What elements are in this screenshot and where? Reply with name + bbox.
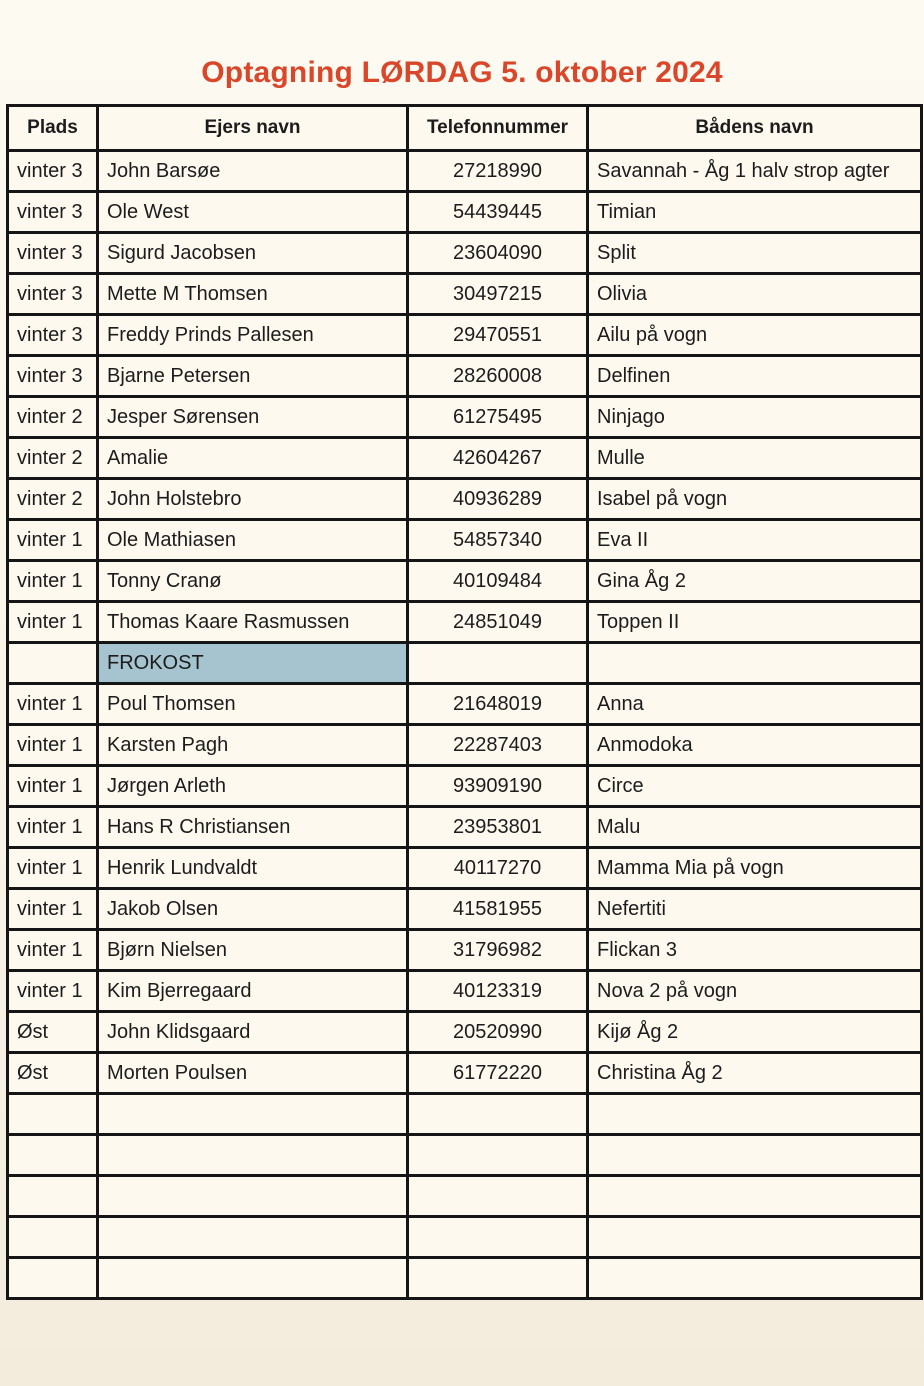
owner-name-cell: Thomas Kaare Rasmussen <box>98 602 408 643</box>
owner-name-cell: John Klidsgaard <box>98 1012 408 1053</box>
phone-cell: 93909190 <box>408 766 588 807</box>
boat-name-cell: Anmodoka <box>588 725 922 766</box>
owner-name-cell <box>98 1176 408 1217</box>
plads-cell: Øst <box>8 1012 98 1053</box>
phone-cell: 27218990 <box>408 151 588 192</box>
phone-cell: 28260008 <box>408 356 588 397</box>
phone-cell <box>408 1094 588 1135</box>
phone-cell: 31796982 <box>408 930 588 971</box>
plads-cell <box>8 643 98 684</box>
plads-cell: vinter 1 <box>8 520 98 561</box>
header-badens-navn: Bådens navn <box>588 106 922 151</box>
plads-cell: vinter 3 <box>8 192 98 233</box>
table-row <box>8 1053 922 1094</box>
break-row <box>8 643 922 684</box>
owner-name-cell <box>98 1258 408 1299</box>
boat-name-cell: Mamma Mia på vogn <box>588 848 922 889</box>
table-row <box>8 151 922 192</box>
owner-name-cell: Ole Mathiasen <box>98 520 408 561</box>
boat-name-cell: Flickan 3 <box>588 930 922 971</box>
table-row <box>8 274 922 315</box>
owner-name-cell: Kim Bjerregaard <box>98 971 408 1012</box>
boat-name-cell <box>588 643 922 684</box>
phone-cell: 24851049 <box>408 602 588 643</box>
phone-cell: 41581955 <box>408 889 588 930</box>
boat-name-cell: Isabel på vogn <box>588 479 922 520</box>
plads-cell: vinter 3 <box>8 356 98 397</box>
plads-cell: Øst <box>8 1053 98 1094</box>
owner-name-cell: Sigurd Jacobsen <box>98 233 408 274</box>
boat-name-cell: Savannah - Åg 1 halv strop agter <box>588 151 922 192</box>
phone-cell: 40117270 <box>408 848 588 889</box>
boat-name-cell: Delfinen <box>588 356 922 397</box>
owner-name-cell: Amalie <box>98 438 408 479</box>
table-row <box>8 356 922 397</box>
phone-cell <box>408 1135 588 1176</box>
table-row <box>8 725 922 766</box>
boat-name-cell: Kijø Åg 2 <box>588 1012 922 1053</box>
plads-cell: vinter 2 <box>8 479 98 520</box>
owner-name-cell: Karsten Pagh <box>98 725 408 766</box>
table-row <box>8 930 922 971</box>
plads-cell: vinter 3 <box>8 151 98 192</box>
phone-cell: 23604090 <box>408 233 588 274</box>
plads-cell: vinter 1 <box>8 766 98 807</box>
owner-name-cell: Henrik Lundvaldt <box>98 848 408 889</box>
table-row <box>8 561 922 602</box>
phone-cell <box>408 1258 588 1299</box>
boat-name-cell: Eva II <box>588 520 922 561</box>
boat-name-cell: Timian <box>588 192 922 233</box>
table-row <box>8 807 922 848</box>
table-row <box>8 397 922 438</box>
plads-cell: vinter 1 <box>8 725 98 766</box>
plads-cell <box>8 1135 98 1176</box>
table-row <box>8 889 922 930</box>
boat-name-cell: Olivia <box>588 274 922 315</box>
plads-cell: vinter 1 <box>8 930 98 971</box>
plads-cell <box>8 1258 98 1299</box>
owner-name-cell: Bjarne Petersen <box>98 356 408 397</box>
plads-cell <box>8 1094 98 1135</box>
table-row <box>8 602 922 643</box>
table-row <box>8 848 922 889</box>
table-row <box>8 684 922 725</box>
plads-cell: vinter 2 <box>8 438 98 479</box>
owner-name-cell: Morten Poulsen <box>98 1053 408 1094</box>
boat-name-cell: Malu <box>588 807 922 848</box>
owner-name-cell: Jørgen Arleth <box>98 766 408 807</box>
table-row <box>8 766 922 807</box>
owner-name-cell: John Barsøe <box>98 151 408 192</box>
boat-name-cell: Nova 2 på vogn <box>588 971 922 1012</box>
owner-name-cell: FROKOST <box>98 643 408 684</box>
plads-cell: vinter 2 <box>8 397 98 438</box>
header-row <box>8 106 922 151</box>
plads-cell: vinter 3 <box>8 315 98 356</box>
phone-cell: 21648019 <box>408 684 588 725</box>
phone-cell: 22287403 <box>408 725 588 766</box>
owner-name-cell: Ole West <box>98 192 408 233</box>
phone-cell: 61275495 <box>408 397 588 438</box>
phone-cell: 42604267 <box>408 438 588 479</box>
phone-cell: 30497215 <box>408 274 588 315</box>
phone-cell: 61772220 <box>408 1053 588 1094</box>
boat-name-cell: Mulle <box>588 438 922 479</box>
header-telefonnummer: Telefonnummer <box>408 106 588 151</box>
plads-cell: vinter 1 <box>8 807 98 848</box>
table-row <box>8 1012 922 1053</box>
owner-name-cell: Hans R Christiansen <box>98 807 408 848</box>
boat-name-cell: Nefertiti <box>588 889 922 930</box>
table-row <box>8 971 922 1012</box>
owner-name-cell: Bjørn Nielsen <box>98 930 408 971</box>
phone-cell: 20520990 <box>408 1012 588 1053</box>
boat-name-cell <box>588 1094 922 1135</box>
phone-cell: 29470551 <box>408 315 588 356</box>
phone-cell: 54439445 <box>408 192 588 233</box>
plads-cell: vinter 3 <box>8 274 98 315</box>
header-ejers-navn: Ejers navn <box>98 106 408 151</box>
boat-name-cell: Split <box>588 233 922 274</box>
boat-name-cell <box>588 1176 922 1217</box>
plads-cell <box>8 1176 98 1217</box>
owner-name-cell <box>98 1135 408 1176</box>
boat-name-cell <box>588 1135 922 1176</box>
table-row <box>8 233 922 274</box>
phone-cell: 40936289 <box>408 479 588 520</box>
plads-cell: vinter 1 <box>8 971 98 1012</box>
table-row <box>8 1135 922 1176</box>
boat-name-cell: Christina Åg 2 <box>588 1053 922 1094</box>
table-row <box>8 1258 922 1299</box>
plads-cell: vinter 1 <box>8 889 98 930</box>
boat-name-cell: Toppen II <box>588 602 922 643</box>
owner-name-cell: Jakob Olsen <box>98 889 408 930</box>
plads-cell: vinter 1 <box>8 561 98 602</box>
owner-name-cell <box>98 1094 408 1135</box>
owner-name-cell: Freddy Prinds Pallesen <box>98 315 408 356</box>
phone-cell: 40109484 <box>408 561 588 602</box>
boat-name-cell: Ninjago <box>588 397 922 438</box>
boat-name-cell: Ailu på vogn <box>588 315 922 356</box>
boat-name-cell: Gina Åg 2 <box>588 561 922 602</box>
plads-cell: vinter 1 <box>8 602 98 643</box>
table-row <box>8 1176 922 1217</box>
schedule-table <box>6 104 923 1300</box>
table-body <box>8 151 922 1299</box>
boat-name-cell <box>588 1217 922 1258</box>
page-title: Optagning LØRDAG 5. oktober 2024 <box>201 56 723 89</box>
plads-cell: vinter 1 <box>8 684 98 725</box>
header-plads: Plads <box>8 106 98 151</box>
owner-name-cell: Jesper Sørensen <box>98 397 408 438</box>
table-row <box>8 1094 922 1135</box>
table-row <box>8 192 922 233</box>
plads-cell: vinter 1 <box>8 848 98 889</box>
owner-name-cell <box>98 1217 408 1258</box>
table-row <box>8 1217 922 1258</box>
owner-name-cell: Mette M Thomsen <box>98 274 408 315</box>
table-row <box>8 438 922 479</box>
owner-name-cell: John Holstebro <box>98 479 408 520</box>
table-row <box>8 479 922 520</box>
plads-cell <box>8 1217 98 1258</box>
phone-cell: 54857340 <box>408 520 588 561</box>
phone-cell <box>408 1217 588 1258</box>
table-row <box>8 315 922 356</box>
owner-name-cell: Tonny Cranø <box>98 561 408 602</box>
phone-cell <box>408 1176 588 1217</box>
plads-cell: vinter 3 <box>8 233 98 274</box>
table-row <box>8 520 922 561</box>
owner-name-cell: Poul Thomsen <box>98 684 408 725</box>
boat-name-cell: Anna <box>588 684 922 725</box>
phone-cell: 23953801 <box>408 807 588 848</box>
phone-cell: 40123319 <box>408 971 588 1012</box>
phone-cell <box>408 643 588 684</box>
boat-name-cell <box>588 1258 922 1299</box>
boat-name-cell: Circe <box>588 766 922 807</box>
